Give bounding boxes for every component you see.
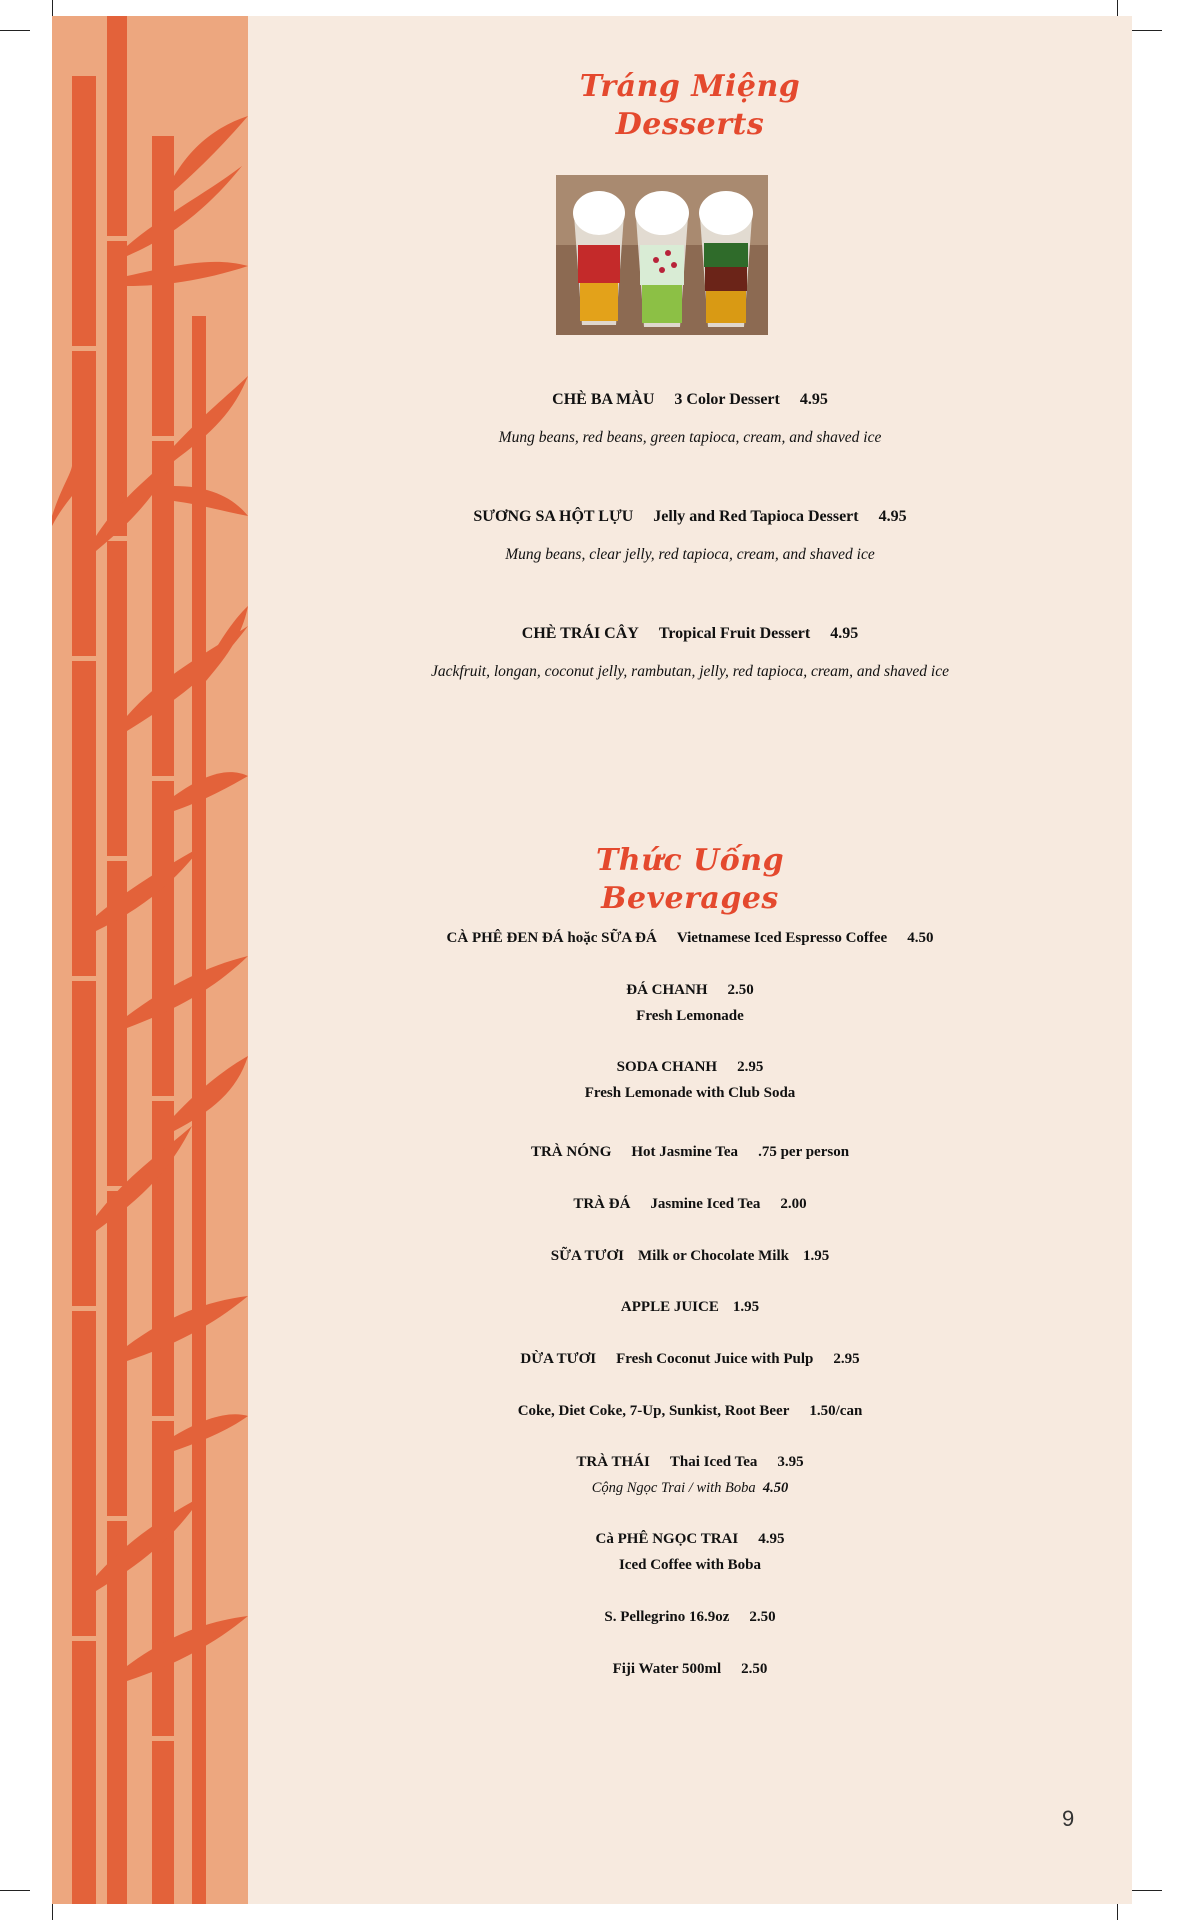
item-price: 2.50 [749,1609,776,1625]
item-price: 2.50 [741,1661,768,1677]
item-vi-name: CHÈ TRÁI CÂY [521,625,639,642]
item-vi-name: SODA CHANH [616,1059,718,1075]
page-number: 9 [1062,1806,1075,1831]
parfait-glasses-icon [556,175,768,335]
beverages-heading [248,842,1132,918]
dessert-item [248,390,1132,448]
item-price: 2.95 [737,1059,764,1075]
item-en-name: Jasmine Iced Tea [650,1196,761,1212]
item-vi-name: SƯƠNG SA HỘT LỰU [473,508,634,525]
item-en-name: Fresh Lemonade with Club Soda [584,1085,796,1101]
desserts-heading [248,68,1132,144]
dessert-photo [556,175,768,335]
beverage-item [248,1143,1132,1161]
beverage-item [248,929,1132,947]
item-price: 4.95 [799,391,828,408]
item-en-name: Iced Coffee with Boba [618,1557,762,1573]
item-en-name: Hot Jasmine Tea [631,1144,739,1160]
item-vi-name: SỮA TƯƠI [550,1248,624,1264]
dessert-item [248,624,1132,682]
crop-mark [1132,30,1162,31]
item-price: 2.95 [833,1351,860,1367]
item-vi-name: Fiji Water 500ml [612,1661,722,1677]
item-en-name: Jelly and Red Tapioca Dessert [653,508,859,525]
desserts-title-vi: Tráng Miệng [579,69,801,104]
crop-mark [1132,1890,1162,1891]
menu-content [248,16,1132,1904]
item-description: Mung beans, clear jelly, red tapioca, cream, and shaved ice [505,546,875,563]
item-price: 4.95 [878,508,907,525]
beverage-item [248,1058,1132,1102]
item-price: 2.00 [780,1196,807,1212]
crop-mark [0,1890,30,1891]
item-vi-name: TRÀ THÁI [576,1454,650,1470]
item-vi-name: S. Pellegrino 16.9oz [604,1609,730,1625]
bamboo-icon [52,16,248,1904]
desserts-title-en: Desserts [615,107,765,142]
beverage-item [248,1298,1132,1316]
item-vi-name: DỪA TƯƠI [520,1351,597,1367]
item-description: Jackfruit, longan, coconut jelly, rambutan, jelly, red tapioca, cream, and shaved ice [431,663,949,680]
item-price: 4.50 [907,930,934,946]
item-price: 1.95 [732,1299,760,1315]
item-en-name: Milk or Chocolate Milk [638,1248,789,1264]
item-vi-name: CHÈ BA MÀU [552,391,655,408]
beverage-item [248,1660,1132,1678]
item-vi-name: Cà PHÊ NGỌC TRAI [595,1531,739,1547]
dessert-item [248,507,1132,565]
item-en-name: Tropical Fruit Dessert [658,625,811,642]
item-en-name: 3 Color Dessert [674,391,780,408]
beverage-item [248,1402,1132,1420]
beverages-title-vi: Thức Uống [595,843,785,878]
item-en-name: Fresh Lemonade [636,1008,744,1024]
item-en-name: Fresh Coconut Juice with Pulp [616,1351,814,1367]
item-en-name: Vietnamese Iced Espresso Coffee [676,930,888,946]
item-vi-name: TRÀ ĐÁ [573,1196,631,1212]
beverage-item [248,1350,1132,1368]
crop-mark [52,1902,53,1920]
item-description: Mung beans, red beans, green tapioca, cream, and shaved ice [498,429,882,446]
beverage-item [248,1530,1132,1574]
item-price: 2.50 [727,982,754,998]
item-vi-name: APPLE JUICE [620,1299,719,1315]
item-vi-name: CÀ PHÊ ĐEN ĐÁ hoặc SỮA ĐÁ [446,930,657,946]
beverage-item [248,1195,1132,1213]
item-vi-name: ĐÁ CHANH [626,982,708,998]
beverages-title-en: Beverages [601,881,779,916]
item-vi-name: Coke, Diet Coke, 7-Up, Sunkist, Root Beer [517,1403,790,1419]
beverage-item [248,1453,1132,1497]
bamboo-decoration [52,16,248,1904]
item-price: 1.50/can [809,1403,863,1419]
item-sub-description: Cộng Ngọc Trai / with Boba [591,1480,756,1496]
item-price: 1.95 [802,1248,830,1264]
beverage-item [248,1608,1132,1626]
item-sub-price: 4.50 [762,1480,789,1496]
item-price: .75 per person [758,1144,850,1160]
item-price: 4.95 [758,1531,785,1547]
item-vi-name: TRÀ NÓNG [530,1144,612,1160]
crop-mark [1117,1902,1118,1920]
item-en-name: Thai Iced Tea [669,1454,758,1470]
beverage-item [248,981,1132,1025]
beverage-item [248,1247,1132,1265]
item-price: 3.95 [777,1454,804,1470]
item-price: 4.95 [830,625,859,642]
crop-mark [0,30,30,31]
